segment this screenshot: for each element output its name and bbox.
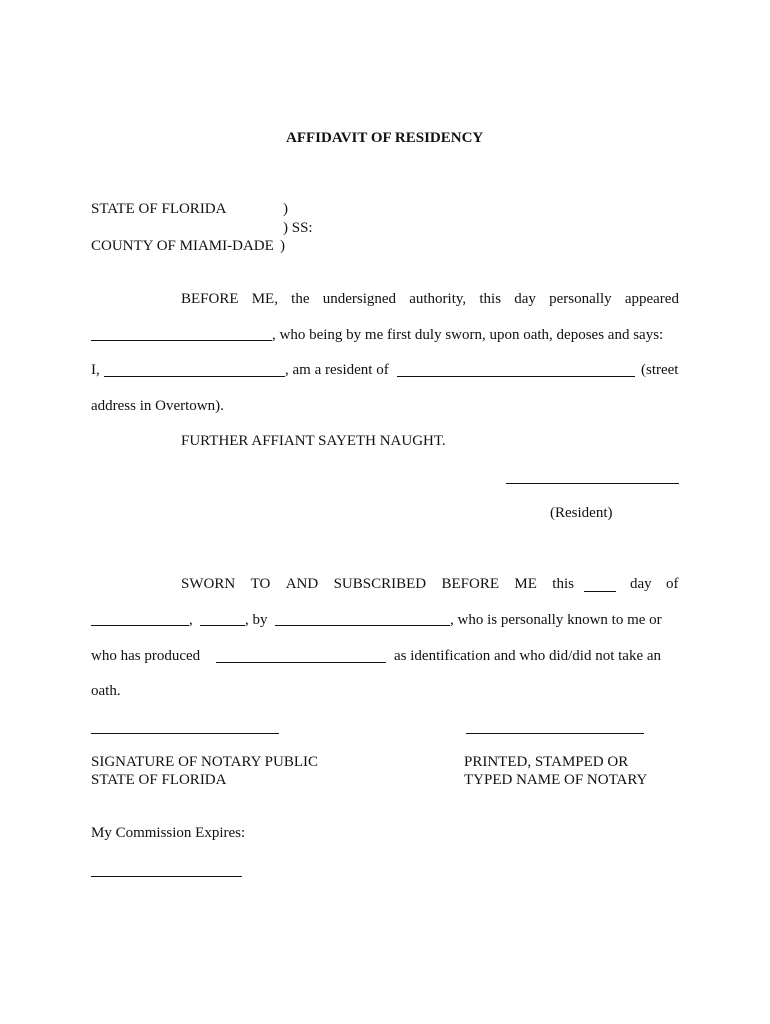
word: undersigned	[322, 291, 397, 307]
identification-blank[interactable]	[216, 662, 386, 663]
word: this	[479, 291, 502, 307]
venue-paren: )	[280, 238, 285, 254]
date-by: , by	[245, 612, 268, 628]
commission-date-line[interactable]	[91, 876, 242, 877]
word: personally	[549, 291, 612, 307]
resident-prefix: I,	[91, 362, 100, 378]
address-continuation: address in Overtown).	[91, 398, 224, 414]
notary-printed-label: PRINTED, STAMPED OR	[464, 754, 629, 770]
venue-ss: ) SS:	[283, 220, 313, 236]
word: ME,	[251, 291, 278, 307]
word: SUBSCRIBED	[333, 576, 427, 592]
sworn-paragraph	[181, 577, 574, 592]
year-blank[interactable]	[200, 625, 245, 626]
word: ME	[514, 576, 537, 592]
sworn-of: of	[666, 576, 679, 592]
word: authority,	[409, 291, 467, 307]
month-blank[interactable]	[91, 625, 189, 626]
known-text: , who is personally known to me or	[450, 612, 662, 628]
word: BEFORE	[181, 291, 239, 307]
resident-name-blank[interactable]	[104, 376, 285, 377]
affiant-name-blank[interactable]	[91, 340, 272, 341]
resident-suffix: (street	[641, 362, 679, 378]
resident-caption: (Resident)	[550, 505, 613, 521]
produced-suffix: as identification and who did/did not take an	[394, 648, 662, 664]
street-address-blank[interactable]	[397, 376, 635, 377]
word: this	[552, 576, 574, 592]
further-affiant: FURTHER AFFIANT SAYETH NAUGHT.	[181, 433, 446, 449]
oath-text: oath.	[91, 683, 121, 699]
word: the	[291, 291, 310, 307]
word: SWORN	[181, 576, 236, 592]
word: appeared	[624, 291, 679, 307]
resident-middle: , am a resident of	[285, 362, 389, 378]
deposes-text: , who being by me first duly sworn, upon oath, deposes and says:	[272, 327, 664, 343]
word: day	[514, 291, 536, 307]
before-me-paragraph	[181, 292, 679, 307]
commission-label: My Commission Expires:	[91, 825, 246, 841]
venue-county: COUNTY OF MIAMI-DADE	[91, 238, 274, 254]
sworn-day: day	[630, 576, 652, 592]
word: BEFORE	[441, 576, 500, 592]
notary-signature-label: SIGNATURE OF NOTARY PUBLIC	[91, 754, 319, 770]
document-title: AFFIDAVIT OF RESIDENCY	[286, 130, 484, 146]
venue-state: STATE OF FLORIDA	[91, 201, 227, 217]
notary-state-label: STATE OF FLORIDA	[91, 772, 227, 788]
notary-signature-line[interactable]	[91, 733, 279, 734]
word: TO	[250, 576, 271, 592]
resident-signature-line[interactable]	[506, 483, 679, 484]
venue-paren: )	[283, 201, 288, 217]
day-blank[interactable]	[584, 591, 616, 592]
word: AND	[285, 576, 319, 592]
notary-printed-name-line[interactable]	[466, 733, 644, 734]
date-comma: ,	[189, 612, 193, 628]
notary-typed-label: TYPED NAME OF NOTARY	[464, 772, 648, 788]
produced-prefix: who has produced	[91, 648, 201, 664]
signer-name-blank[interactable]	[275, 625, 450, 626]
